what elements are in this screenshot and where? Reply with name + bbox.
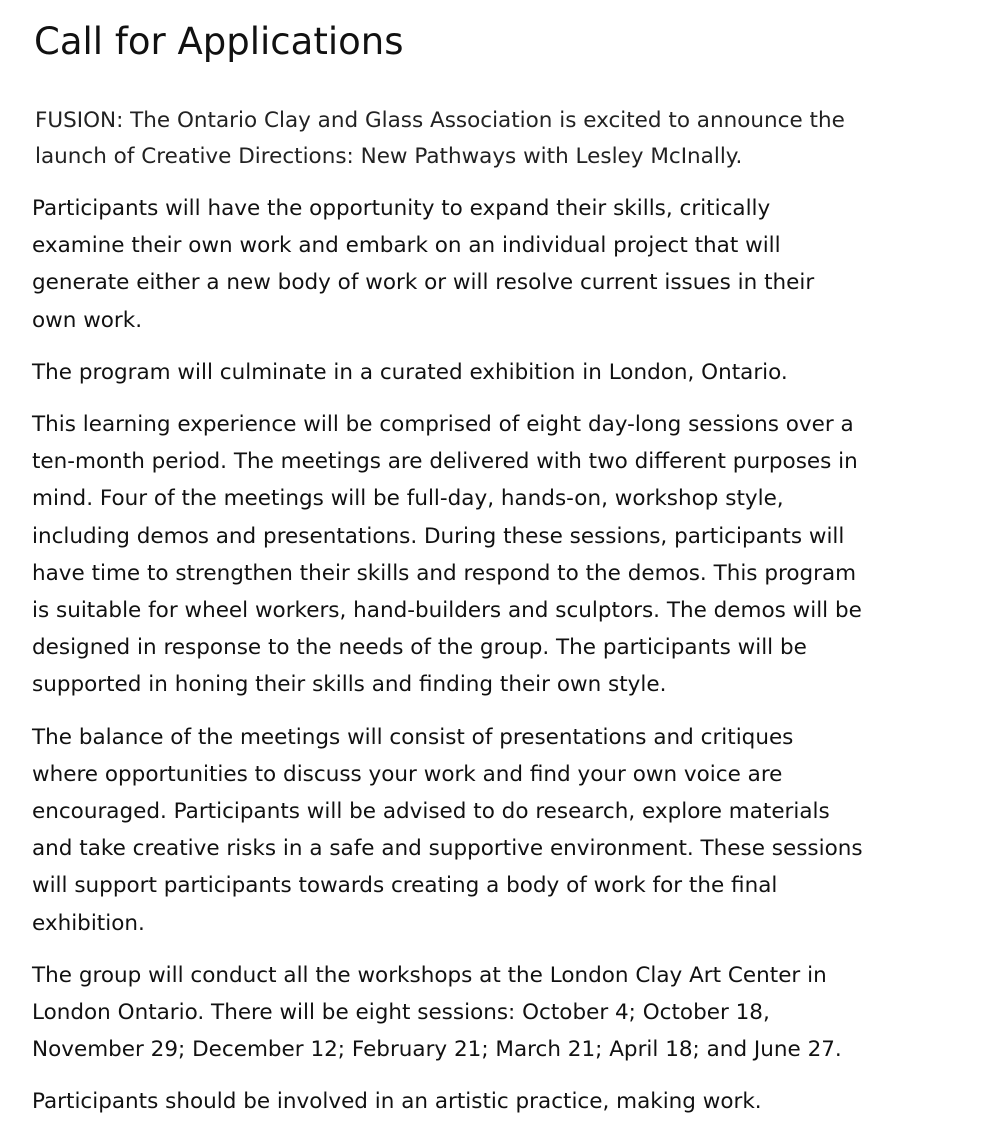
paragraph-line: and take creative risks in a safe and supportive environment. These sessions bbox=[32, 836, 863, 862]
paragraph-line: November 29; December 12; February 21; March 21; April 18; and June 27. bbox=[32, 1037, 842, 1063]
body-paragraph bbox=[32, 354, 992, 391]
paragraph-line: own work. bbox=[32, 307, 143, 333]
paragraph-line: including demos and presentations. During these sessions, participants will bbox=[32, 523, 845, 549]
body-paragraph bbox=[32, 719, 992, 942]
body-paragraph bbox=[32, 406, 992, 704]
body-paragraph bbox=[32, 1083, 992, 1120]
paragraph-line: Participants will have the opportunity to expand their skills, critically bbox=[32, 196, 771, 221]
page-title: Call for Applications bbox=[34, 20, 404, 63]
paragraph-line: is suitable for wheel workers, hand-builders and sculptors. The demos will be bbox=[32, 598, 862, 624]
paragraph-line: The balance of the meetings will consist of presentations and critiques bbox=[32, 724, 794, 750]
intro-paragraph bbox=[35, 103, 845, 175]
paragraph-line: The program will culminate in a curated exhibition in London, Ontario. bbox=[32, 359, 788, 385]
paragraph-line: ten-month period. The meetings are delivered with two different purposes in bbox=[32, 449, 858, 475]
paragraph-line: exhibition. bbox=[32, 910, 145, 936]
paragraph-line: mind. Four of the meetings will be full-day, hands-on, workshop style, bbox=[32, 486, 784, 512]
article-body bbox=[32, 190, 992, 1136]
paragraph-line: encouraged. Participants will be advised to do research, explore materials bbox=[32, 799, 830, 825]
paragraph-line: supported in honing their skills and finding their own style. bbox=[32, 672, 667, 698]
paragraph-line: This learning experience will be comprised of eight day-long sessions over a bbox=[32, 412, 854, 438]
paragraph-line: where opportunities to discuss your work and find your own voice are bbox=[32, 761, 783, 787]
paragraph-line: have time to strengthen their skills and respond to the demos. This program bbox=[32, 560, 857, 586]
body-paragraph bbox=[32, 190, 992, 339]
paragraph-line: The group will conduct all the workshops at the London Clay Art Center in bbox=[32, 962, 827, 988]
paragraph-line: examine their own work and embark on an individual project that will bbox=[32, 233, 781, 259]
paragraph-line: generate either a new body of work or will resolve current issues in their bbox=[32, 270, 815, 296]
body-paragraph bbox=[32, 957, 992, 1069]
intro-line: FUSION: The Ontario Clay and Glass Association is excited to announce the bbox=[35, 108, 845, 133]
paragraph-line: designed in response to the needs of the group. The participants will be bbox=[32, 635, 807, 661]
paragraph-line: will support participants towards creating a body of work for the final bbox=[32, 873, 778, 899]
paragraph-line: Participants should be involved in an artistic practice, making work. bbox=[32, 1089, 762, 1115]
paragraph-line: London Ontario. There will be eight sessions: October 4; October 18, bbox=[32, 1000, 770, 1026]
intro-line: launch of Creative Directions: New Pathways with Lesley McInally. bbox=[35, 144, 743, 169]
